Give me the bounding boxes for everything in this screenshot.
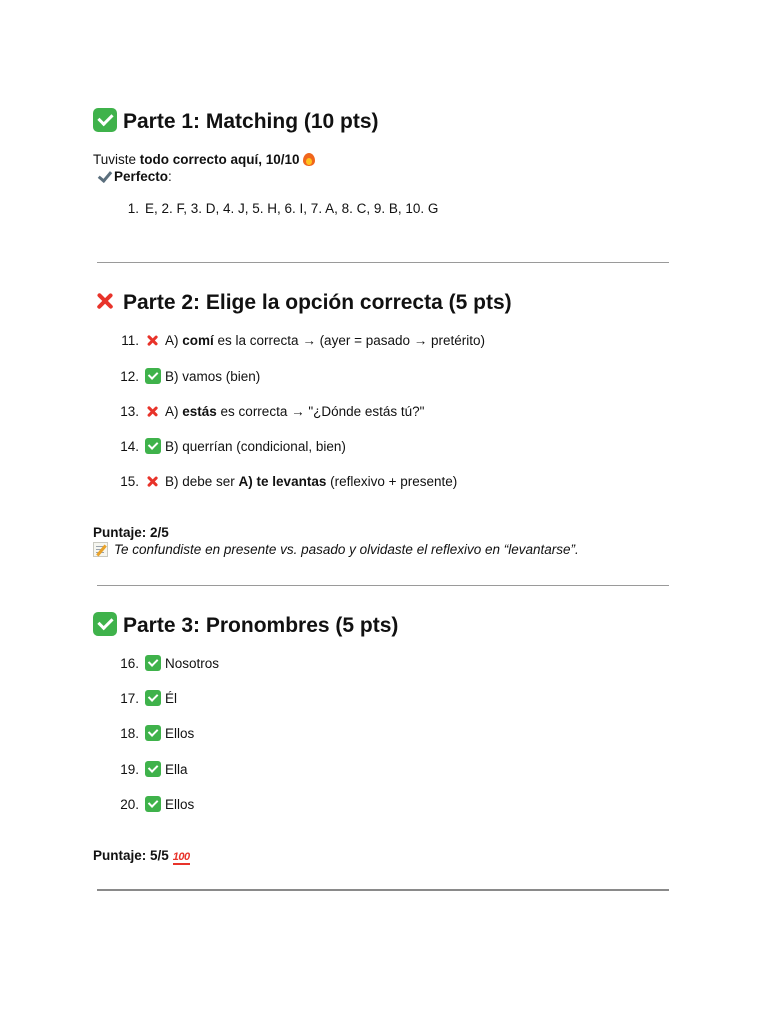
item-text-post: es correcta → "¿Dónde estás tú?" [216,404,425,419]
part1-perfect [93,168,172,185]
check-mark-icon [145,438,161,454]
list-item-number: 1. [127,201,139,216]
list-item [115,403,424,420]
item-text-pre: A) [165,333,183,348]
item-text-pre: A) [165,404,183,419]
list-item [115,438,346,455]
heavy-check-icon [97,169,111,183]
item-text-bold: comí [182,333,214,348]
part3-score-text: Puntaje: 5/5 [93,848,169,863]
item-text-post: es la correcta → (ayer = pasado → pretérito) [213,333,486,348]
list-item [115,796,194,813]
hundred-points-icon: 100 [172,851,190,863]
part2-note-text: Te confundiste en presente vs. pasado y olvidaste el reflexivo en “levantarse”. [114,542,579,557]
part1-summary-pre: Tuviste [93,152,140,167]
list-item-number: 13. [120,404,139,419]
section-divider [97,889,669,891]
list-item [115,332,485,349]
part1-heading [93,108,379,135]
item-text-post: (reflexivo + presente) [326,474,458,489]
item-text: Ellos [165,726,195,741]
cross-mark-icon [145,403,161,419]
item-text: Ellos [165,797,195,812]
list-item [115,200,438,217]
item-text: Ella [165,762,188,777]
list-item [115,368,260,385]
part2-score [93,524,169,541]
item-text: Él [165,691,178,706]
check-mark-icon [93,612,117,636]
part1-heading-text: Parte 1: Matching (10 pts) [123,110,379,133]
check-mark-icon [145,761,161,777]
cross-mark-icon [145,473,161,489]
item-text: B) vamos (bien) [165,369,261,384]
check-mark-icon [145,690,161,706]
section-divider [97,585,669,586]
list-item [115,725,194,742]
cross-mark-icon [93,289,117,313]
part3-heading [93,612,398,639]
list-item [115,690,177,707]
list-item [115,473,457,490]
part2-note [93,541,579,558]
fire-icon [303,151,315,166]
item-text-pre: B) debe ser [165,474,239,489]
list-item [115,655,219,672]
list-item-number: 20. [120,797,139,812]
part3-heading-text: Parte 3: Pronombres (5 pts) [123,614,399,637]
list-item-number: 15. [120,474,139,489]
list-item-number: 16. [120,656,139,671]
cross-mark-icon [145,332,161,348]
check-mark-icon [145,368,161,384]
list-item-text: E, 2. F, 3. D, 4. J, 5. H, 6. I, 7. A, 8. C, 9. B, 10. G [145,201,439,216]
check-mark-icon [145,796,161,812]
part2-heading-text: Parte 2: Elige la opción correcta (5 pts) [123,291,512,314]
list-item [115,761,188,778]
check-mark-icon [93,108,117,132]
part1-summary-bold: todo correcto aquí, 10/10 [139,152,300,167]
item-text-bold: estás [182,404,217,419]
part1-perfect-colon: : [168,169,172,184]
part2-score-text: Puntaje: 2/5 [93,525,169,540]
list-item-number: 14. [120,439,139,454]
part3-score [93,847,190,865]
check-mark-icon [145,725,161,741]
section-divider [97,262,669,263]
check-mark-icon [145,655,161,671]
memo-icon [93,542,108,557]
part2-heading [93,289,512,316]
list-item-number: 18. [120,726,139,741]
item-text-bold: A) te levantas [238,474,327,489]
list-item-number: 12. [120,369,139,384]
item-text: Nosotros [165,656,220,671]
list-item-number: 17. [120,691,139,706]
list-item-number: 11. [121,333,139,348]
list-item-number: 19. [120,762,139,777]
part1-perfect-label: Perfecto [114,169,169,184]
part1-summary [93,151,315,168]
item-text: B) querrían (condicional, bien) [165,439,346,454]
